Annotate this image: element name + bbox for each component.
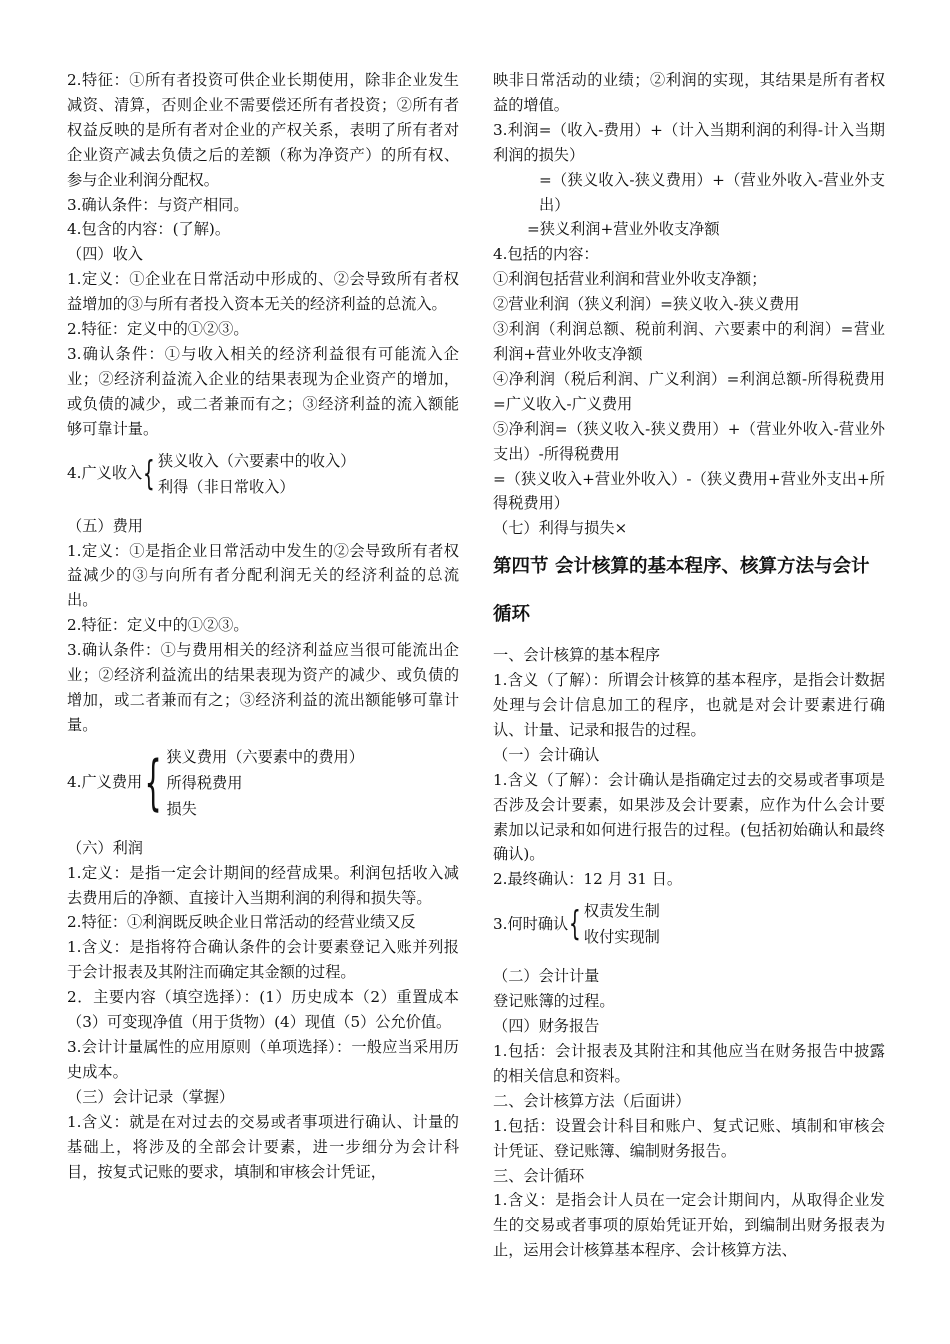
broad-expense-items — [166, 744, 363, 822]
recording-meaning: 1.含义：就是在对过去的交易或者事项进行确认、计量的基础上，将涉及的全部会计要素，进一步细分为会计科目，按复式记账的要求，填制和审核会计凭证， — [67, 1112, 459, 1181]
profit-content-item: ⑤净利润=（狭义收入-狭义费用）+（营业外收入-营业外支出）-所得税费用 — [493, 419, 885, 463]
profit-features-continued: 映非日常活动的业绩；②利润的实现，其结果是所有者权益的增值。 — [493, 71, 885, 114]
basic-procedure-heading: 一、会计核算的基本程序 — [493, 646, 661, 665]
confirmation-meaning: 1.含义（了解）：会计确认是指确定过去的交易或者事项是否涉及会计要素，如果涉及会计要素，应作为什么会计要素加以记录和如何进行报告的过程。(包括初始确认和最终确认)。 — [493, 770, 885, 864]
gains-losses-heading: （七）利得与损失× — [493, 519, 628, 538]
expense-features: 2.特征：定义中的①②③。 — [67, 616, 249, 635]
expense-recognition: 3.确认条件：①与费用相关的经济利益应当很可能流出企业；②经济利益流出的结果表现为资产的减少、或负债的增加，或二者兼而有之；③经济利益的流出额能够可靠计量。 — [67, 641, 459, 734]
methods-heading: 二、会计核算方法（后面讲） — [493, 1091, 691, 1110]
broad-income-label: 4.广义收入 — [67, 464, 143, 483]
broad-income-items — [158, 448, 355, 500]
owners-equity-features: 2.特征：①所有者投资可供企业长期使用，除非企业发生减资、清算，否则企业不需要偿还所有者投资；②所有者权益反映的是所有者对企业的产权关系，表明了所有者对企业资产减去负债之后的差额（称为净资产）的所有权、参与企业利润分配权。 — [67, 71, 459, 189]
final-confirmation: 2.最终确认：12 月 31 日。 — [493, 870, 683, 889]
income-features: 2.特征：定义中的①②③。 — [67, 320, 249, 339]
expense-heading: （五）费用 — [67, 516, 143, 535]
income-recognition: 3.确认条件：①与收入相关的经济利益很有可能流入企业；②经济利益流入企业的结果表现为企业资产的增加，或负债的减少，或二者兼而有之；③经济利益的流入额能够可靠计量。 — [67, 344, 459, 438]
confirmation-heading: （一）会计确认 — [493, 745, 600, 764]
left-brace-icon: { — [143, 453, 156, 494]
when-confirm-items — [584, 898, 660, 950]
expense-definition: 1.定义：①是指企业日常活动中发生的②会导致所有者权益减少的③与向所有者分配利润无关的经济利益的总流出。 — [67, 541, 459, 610]
brace-item: 权责发生制 — [583, 902, 660, 921]
methods-contents: 1.包括：设置会计科目和账户、复式记账、填制和审核会计凭证、登记账簿、编制财务报告。 — [493, 1116, 885, 1160]
profit-content-item: ③利润（利润总额、税前利润、六要素中的利润）=营业利润+营业外收支净额 — [493, 320, 885, 363]
profit-formula-1: 3.利润=（收入-费用）+（计入当期利润的利得-计入当期利润的损失） — [493, 120, 885, 164]
basic-procedure-meaning: 1.含义（了解）：所谓会计核算的基本程序，是指会计数据处理与会计信息加工的程序，也就是对会计要素进行确认、计量、记录和报告的过程。 — [493, 671, 885, 739]
recording-heading: （三）会计记录（掌握） — [67, 1087, 235, 1106]
profit-features: 2.特征：①利润既反映企业日常活动的经营业绩又反 — [67, 913, 416, 932]
profit-content-item: ④净利润（税后利润、广义利润）=利润总额-所得税费用=广义收入-广义费用 — [493, 369, 885, 413]
owners-equity-recognition: 3.确认条件：与资产相同。 — [67, 195, 249, 214]
income-heading: （四）收入 — [67, 245, 143, 264]
left-brace-icon: { — [569, 904, 582, 945]
when-confirm-brace — [493, 898, 885, 950]
left-column — [67, 68, 459, 1184]
income-definition: 1.定义：①企业在日常活动中形成的、②会导致所有者权益增加的③与所有者投入资本无关的经济利益的总流入。 — [67, 270, 459, 314]
brace-item: 狭义费用（六要素中的费用） — [166, 747, 364, 766]
profit-formula-2: =（狭义收入-狭义费用）+（营业外收入-营业外支出） — [539, 170, 885, 214]
left-brace-icon: { — [144, 747, 162, 818]
report-heading: （四）财务报告 — [493, 1017, 600, 1036]
right-column — [493, 68, 885, 1263]
measurement-meaning: 1.含义：是指将符合确认条件的会计要素登记入账并列报于会计报表及其附注而确定其金额的过程。 — [67, 938, 459, 982]
brace-item: 收付实现制 — [583, 928, 660, 947]
brace-item: 损失 — [166, 799, 197, 818]
profit-definition: 1.定义：是指一定会计期间的经营成果。利润包括收入减去费用后的净额、直接计入当期利润的利得和损失等。 — [67, 863, 459, 907]
owners-equity-contents: 4.包含的内容：(了解)。 — [67, 220, 231, 239]
broad-income-brace — [67, 448, 459, 500]
broad-expense-label: 4.广义费用 — [67, 773, 143, 792]
profit-heading: （六）利润 — [67, 838, 143, 857]
measurement-heading: （二）会计计量 — [493, 967, 600, 986]
brace-item: 狭义收入（六要素中的收入） — [157, 451, 356, 470]
brace-item: 所得税费用 — [166, 773, 243, 792]
section-title: 第四节 会计核算的基本程序、核算方法与会计循环 — [493, 556, 870, 626]
report-contents: 1.包括：会计报表及其附注和其他应当在财务报告中披露的相关信息和资料。 — [493, 1042, 885, 1085]
measurement-principle: 3.会计计量属性的应用原则（单项选择）：一般应当采用历史成本。 — [67, 1038, 459, 1081]
profit-content-item: =（狭义收入+营业外收入）-（狭义费用+营业外支出+所得税费用） — [493, 469, 885, 513]
profit-content-item: ②营业利润（狭义利润）=狭义收入-狭义费用 — [493, 295, 800, 314]
ledger-process: 登记账簿的过程。 — [493, 992, 615, 1011]
profit-contents: 4.包括的内容： — [493, 245, 599, 264]
brace-item: 利得（非日常收入） — [157, 477, 295, 496]
when-confirm-label: 3.何时确认 — [493, 914, 569, 933]
profit-content-item: ①利润包括营业利润和营业外收支净额； — [493, 270, 767, 289]
broad-expense-brace — [67, 744, 459, 822]
cycle-heading: 三、会计循环 — [493, 1166, 585, 1185]
measurement-content: 2．主要内容（填空选择）：(1）历史成本（2）重置成本（3）可变现净值（用于货物）(4）现值（5）公允价值。 — [67, 988, 459, 1032]
profit-formula-3: =狭义利润+营业外收支净额 — [527, 220, 720, 239]
cycle-meaning: 1.含义：是指会计人员在一定会计期间内，从取得企业发生的交易或者事项的原始凭证开始，到编制出财务报表为止，运用会计核算基本程序、会计核算方法、 — [493, 1191, 885, 1260]
